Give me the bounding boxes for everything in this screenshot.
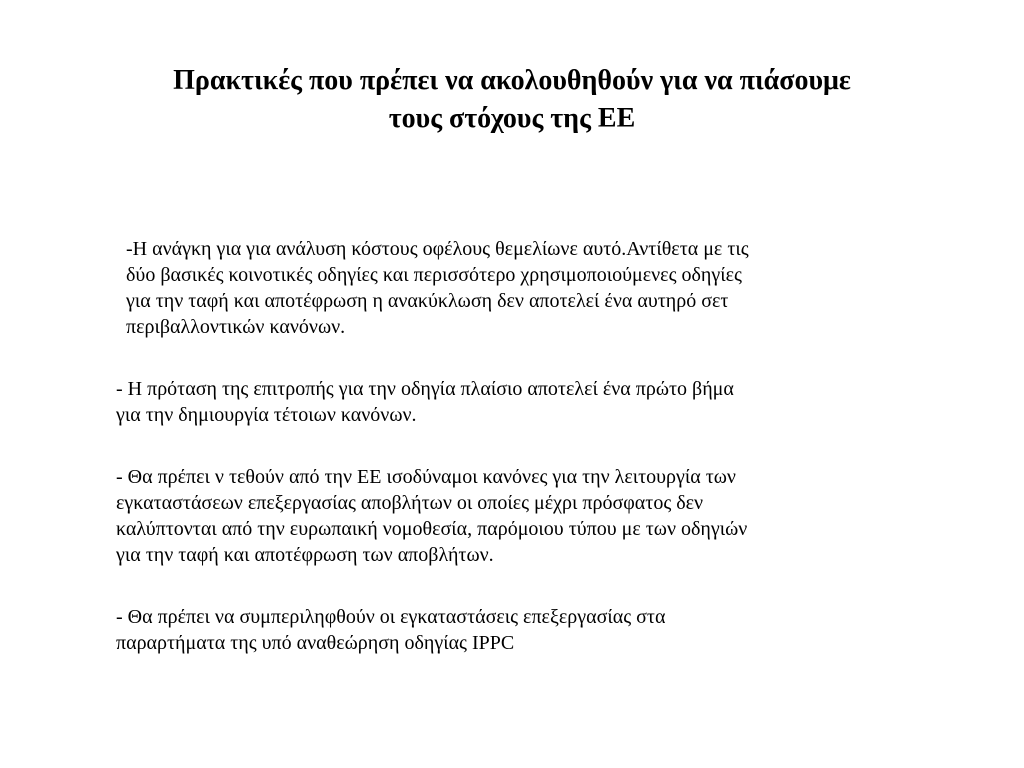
slide-title-line-2: τους στόχους της ΕΕ: [388, 103, 636, 134]
paragraph-2-line-2: για την δημιουργία τέτοιων κανόνων.: [116, 404, 417, 426]
slide-title-line-1: Πρακτικές που πρέπει να ακολουθηθούν για να πιάσουμε: [173, 65, 851, 96]
paragraph-3-line-2: εγκαταστάσεων επεξεργασίας αποβλήτων οι οποίες μέχρι πρόσφατος δεν: [116, 492, 704, 514]
slide-title: [80, 62, 944, 138]
slide-body: [116, 236, 946, 656]
paragraph-1-line-4: περιβαλλοντικών κανόνων.: [126, 316, 346, 338]
paragraph-4-line-2: παραρτήματα της υπό αναθεώρηση οδηγίας IPPC: [116, 632, 515, 654]
paragraph-2: [116, 376, 946, 428]
paragraph-1: [116, 236, 946, 340]
paragraph-2-line-1: - Η πρόταση της επιτροπής για την οδηγία πλαίσιο αποτελεί ένα πρώτο βήμα: [116, 378, 734, 400]
paragraph-3: [116, 464, 946, 568]
paragraph-3-line-4: για την ταφή και αποτέφρωση των αποβλήτων.: [116, 544, 494, 566]
paragraph-1-line-3: για την ταφή και αποτέφρωση η ανακύκλωση δεν αποτελεί ένα αυτηρό σετ: [126, 290, 729, 312]
paragraph-3-line-1: - Θα πρέπει ν τεθούν από την ΕΕ ισοδύναμοι κανόνες για την λειτουργία των: [116, 466, 736, 488]
paragraph-1-line-1: -Η ανάγκη για για ανάλυση κόστους οφέλους θεμελίωνε αυτό.Αντίθετα με τις: [126, 238, 749, 260]
paragraph-4-line-1: - Θα πρέπει να συμπεριληφθούν οι εγκαταστάσεις επεξεργασίας στα: [116, 606, 666, 628]
paragraph-4: [116, 604, 946, 656]
paragraph-3-line-3: καλύπτονται από την ευρωπαική νομοθεσία, παρόμοιου τύπου με των οδηγιών: [116, 518, 748, 540]
paragraph-1-line-2: δύο βασικές κοινοτικές οδηγίες και περισσότερο χρησιμοποιούμενες οδηγίες: [126, 264, 742, 286]
